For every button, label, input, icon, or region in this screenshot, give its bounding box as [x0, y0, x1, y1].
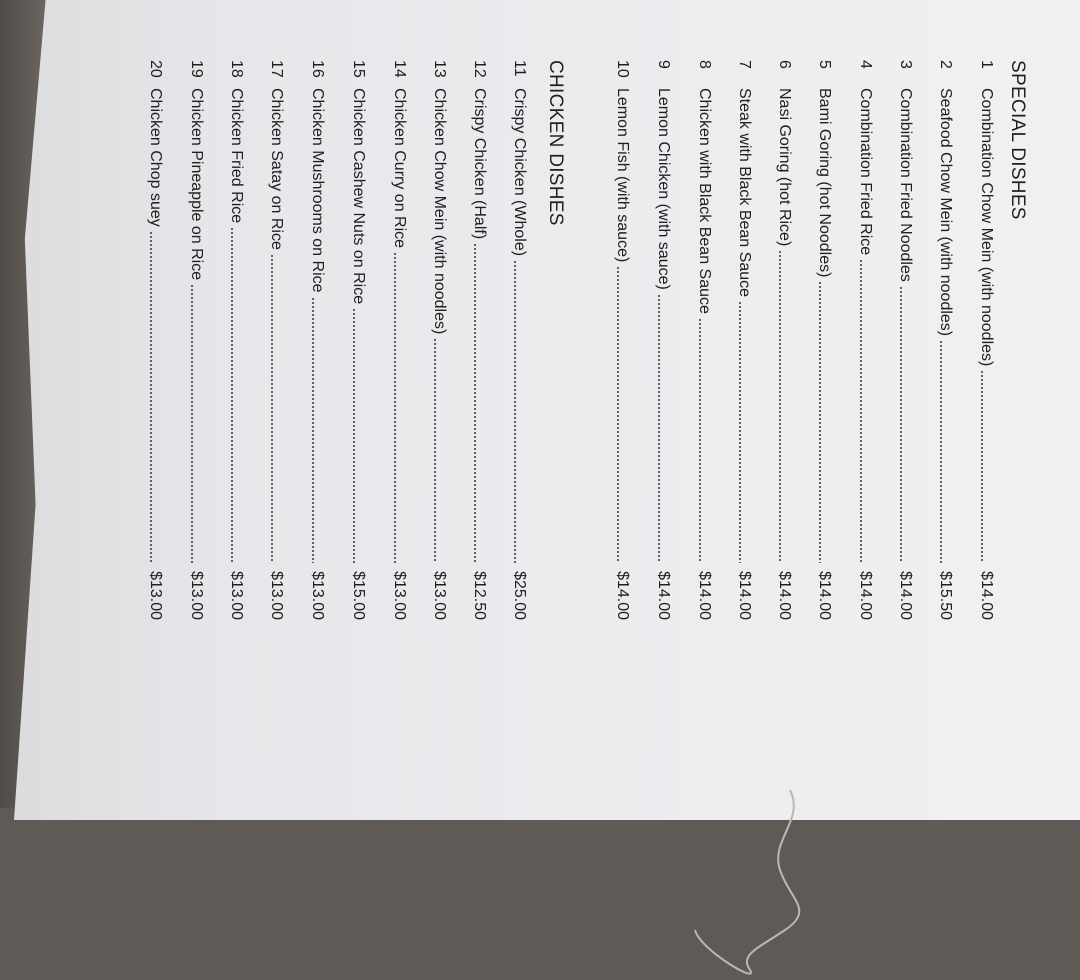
item-number: 5 [816, 60, 833, 69]
item-price: $14.00 [696, 571, 713, 620]
item-name: Chicken Satay on Rice [268, 88, 285, 250]
item-price: $14.00 [978, 571, 995, 620]
section-title-special-dishes: SPECIAL DISHES [1007, 60, 1028, 220]
dot-leader [819, 281, 821, 563]
item-price: $14.00 [816, 571, 833, 620]
item-price: $13.00 [268, 571, 285, 620]
item-number: 11 [511, 60, 528, 77]
list-item [425, 60, 453, 620]
dot-leader [940, 340, 942, 563]
item-name: Steak with Black Bean Sauce [736, 88, 753, 298]
item-name: Bami Goring (hot Noodles) [816, 88, 833, 278]
item-name: Crispy Chicken (Whole) [511, 88, 528, 257]
item-number: 10 [614, 60, 631, 78]
item-name: Combination Fried Noodles [897, 88, 914, 282]
item-name: Lemon Chicken (with sauce) [655, 88, 672, 290]
dot-leader [658, 294, 660, 563]
list-item [891, 60, 919, 620]
list-item [141, 60, 169, 620]
item-number: 18 [228, 60, 245, 78]
item-name: Chicken Mushrooms on Rice [309, 88, 326, 293]
item-price: $13.00 [431, 571, 448, 620]
item-number: 1 [978, 60, 995, 69]
dot-leader [394, 252, 396, 563]
dot-leader [699, 318, 701, 563]
item-price: $25.00 [511, 571, 528, 620]
list-item [303, 60, 331, 620]
item-name: Chicken Chow Mein (with noodles) [431, 88, 448, 335]
list-item [385, 60, 413, 620]
item-name: Chicken Pineapple on Rice [188, 88, 205, 281]
item-name: Chicken Curry on Rice [391, 88, 408, 249]
item-name: Chicken Cashew Nuts on Rice [350, 88, 367, 305]
item-name: Lemon Fish (with sauce) [614, 88, 631, 263]
item-number: 6 [776, 60, 793, 69]
dot-leader [191, 284, 193, 563]
dot-leader [150, 231, 152, 563]
item-price: $13.00 [391, 571, 408, 620]
item-price: $15.00 [350, 571, 367, 620]
list-item [608, 60, 636, 620]
item-number: 4 [857, 60, 874, 69]
dot-leader [739, 301, 741, 563]
dot-leader [312, 297, 314, 564]
pencil-squiggle [680, 780, 810, 980]
item-price: $14.00 [857, 571, 874, 620]
section-title-chicken-dishes: CHICKEN DISHES [545, 60, 566, 226]
item-price: $14.00 [897, 571, 914, 620]
item-number: 14 [391, 60, 408, 78]
list-item [730, 60, 758, 620]
item-price: $13.00 [188, 571, 205, 620]
list-item [851, 60, 879, 620]
item-price: $15.50 [937, 571, 954, 620]
menu-content [0, 60, 1080, 780]
list-item [344, 60, 372, 620]
item-number: 15 [350, 60, 367, 78]
item-name: Combination Fried Rice [857, 88, 874, 256]
list-item [182, 60, 210, 620]
item-name: Chicken with Black Bean Sauce [696, 88, 713, 314]
item-number: 20 [147, 60, 164, 78]
item-price: $13.00 [228, 571, 245, 620]
dot-leader [353, 308, 355, 563]
item-number: 13 [431, 60, 448, 78]
list-item [972, 60, 1000, 620]
item-number: 9 [655, 60, 672, 69]
item-name: Nasi Goring (hot Rice) [776, 88, 793, 247]
item-number: 17 [268, 60, 285, 78]
item-price: $13.00 [147, 571, 164, 620]
item-number: 16 [309, 60, 326, 78]
list-item [649, 60, 677, 620]
list-item [810, 60, 838, 620]
dot-leader [231, 227, 233, 563]
list-item [931, 60, 959, 620]
item-price: $12.50 [471, 571, 488, 620]
dot-leader [474, 243, 476, 563]
item-name: Combination Chow Mein (with noodles) [978, 88, 995, 367]
item-name: Chicken Chop suey [147, 88, 164, 227]
list-item [222, 60, 250, 620]
item-number: 12 [471, 60, 488, 78]
list-item [262, 60, 290, 620]
dot-leader [860, 259, 862, 563]
item-name: Chicken Fried Rice [228, 88, 245, 224]
list-item [770, 60, 798, 620]
item-name: Seafood Chow Mein (with noodles) [937, 88, 954, 337]
item-price: $14.00 [655, 571, 672, 620]
dot-leader [779, 250, 781, 563]
item-price: $14.00 [776, 571, 793, 620]
item-price: $14.00 [614, 571, 631, 620]
item-number: 8 [696, 60, 713, 69]
item-number: 7 [736, 60, 753, 69]
dot-leader [900, 286, 902, 563]
list-item [690, 60, 718, 620]
dot-leader [617, 266, 619, 563]
item-number: 2 [937, 60, 954, 69]
item-price: $14.00 [736, 571, 753, 620]
list-item [465, 60, 493, 620]
dot-leader [434, 338, 436, 563]
dot-leader [981, 370, 983, 563]
item-number: 19 [188, 60, 205, 78]
item-price: $13.00 [309, 571, 326, 620]
dot-leader [514, 260, 516, 563]
dot-leader [271, 254, 273, 563]
item-name: Crispy Chicken (Half) [471, 88, 488, 240]
item-number: 3 [897, 60, 914, 69]
list-item [505, 60, 533, 620]
